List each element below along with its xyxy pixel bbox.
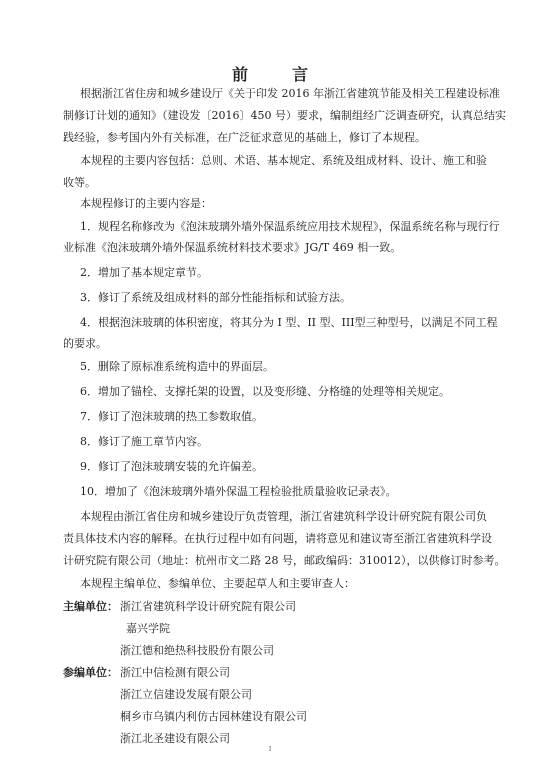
revision-item: 8．修订了施工章节内容。	[80, 435, 208, 448]
management-line: 责具体技术内容的解释。在执行过程中如有问题，请将意见和建议寄至浙江省建筑科学设	[63, 532, 492, 545]
revision-item-continued: 业标准《泡沫玻璃外墙外保温系统材料技术要求》JG/T 469 相一致。	[63, 241, 402, 254]
revision-item: 1．规程名称修改为《泡沫玻璃外墙外保温系统应用技术规程》，保温系统名称与现行行	[80, 220, 500, 233]
units-intro: 本规程主编单位、参编单位、主要起草人和主要审查人：	[80, 577, 355, 590]
revision-item: 7．修订了泡沫玻璃的热工参数取值。	[80, 410, 263, 423]
participating-unit-name: 浙江立信建设发展有限公司	[120, 688, 252, 701]
contents-line: 本规程的主要内容包括：总则、术语、基本规定、系统及组成材料、设计、施工和验	[80, 154, 487, 167]
contents-line: 收等。	[63, 176, 96, 189]
revision-item: 4．根据泡沫玻璃的体积密度，将其分为 I 型、II 型、III型三种型号，以满足不同工程	[80, 316, 498, 329]
chief-units-label: 主编单位：	[63, 600, 118, 613]
page-number: I	[268, 746, 272, 753]
participating-unit-name: 桐乡市乌镇内利仿古园林建设有限公司	[120, 710, 307, 723]
management-line: 计研究院有限公司（地址：杭州市文二路 28 号，邮政编码：310012），以供修订时参考。	[63, 554, 506, 567]
intro-line: 践经验，参考国内外有关标准，在广泛征求意见的基础上，修订了本规程。	[63, 131, 426, 144]
revision-item: 9．修订了泡沫玻璃安装的允许偏差。	[80, 460, 263, 473]
revision-item: 6．增加了锚栓、支撑托架的设置，以及变形缝、分格缝的处理等相关规定。	[80, 385, 450, 398]
revision-item: 5．删除了原标准系统构造中的界面层。	[80, 360, 274, 373]
chief-unit-name: 嘉兴学院	[126, 622, 170, 635]
participating-unit-name: 浙江中信检测有限公司	[120, 666, 230, 679]
page-title: 前 言	[231, 65, 322, 84]
revision-heading: 本规程修订的主要内容是：	[80, 197, 212, 210]
management-line: 本规程由浙江省住房和城乡建设厅负责管理，浙江省建筑科学设计研究院有限公司负	[80, 510, 487, 523]
intro-line: 根据浙江省住房和城乡建设厅《关于印发 2016 年浙江省建筑节能及相关工程建设标准	[80, 87, 500, 100]
revision-item-continued: 的要求。	[63, 337, 107, 350]
revision-item: 3．修订了系统及组成材料的部分性能指标和试验方法。	[80, 291, 351, 304]
participating-units-label: 参编单位：	[63, 666, 118, 679]
revision-item: 2．增加了基本规定章节。	[80, 266, 208, 279]
participating-unit-name: 浙江北圣建设有限公司	[120, 732, 230, 745]
chief-unit-name: 浙江德和绝热科技股份有限公司	[120, 644, 274, 657]
chief-unit-name: 浙江省建筑科学设计研究院有限公司	[120, 600, 296, 613]
revision-item: 10．增加了《泡沫玻璃外墙外保温工程检验批质量验收记录表》。	[80, 485, 397, 498]
intro-line: 制修订计划的通知》（建设发〔2016〕450 号）要求，编制组经广泛调查研究，认真总结实	[63, 109, 506, 122]
